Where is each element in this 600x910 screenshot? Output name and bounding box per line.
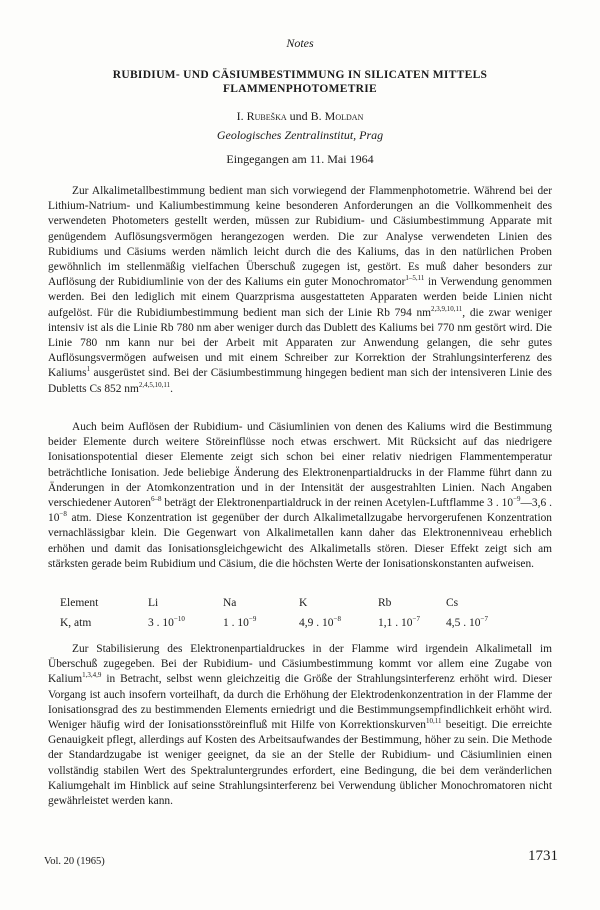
author-2: B. Moldan (310, 109, 364, 123)
title-line-1: RUBIDIUM- UND CÄSIUMBESTIMMUNG IN SILICATEN MITTELS (112, 69, 488, 81)
table-header-cell: Cs (446, 597, 459, 609)
title-line-2: FLAMMENPHOTOMETRIE (222, 83, 378, 95)
table-cell (148, 617, 185, 629)
institute: Geologisches Zentralinstitut, Prag (216, 128, 384, 142)
cell-mantissa: 3 . 10 (148, 617, 174, 629)
text-run: atm. Diese Konzentration ist gegenüber der durch Alkalimetallzugabe hervorgerufenen Konzentration vernachlässigbar klein. Die Gegenwart von Alkalimetallen kann daher das Elektronenniveau erheblich erhöhen und damit das Ionisationsgleichgewicht des Alkalimetalls stören. Dieser Effekt zeigt sich am stärksten gerade beim Rubidium und Cäsium, die die höchsten Werte der Ionisationskonstanten aufweisen. (48, 512, 552, 570)
text-run: , die zwar weniger intensiv ist als die Linie Rb 780 nm aber weniger durch das Dublett des Kaliums bei 770 nm gestört wird. Die Linie 780 nm kann nur bei der Arbeit mit Apparaten zur Anwendung gelangen, die sehr gutes Auflösungsvermögen aufweisen und mit einem Schreiber zur Korrektion der Strahlungsinterferenz des Kaliums (48, 306, 552, 380)
received-date: Eingegangen am 11. Mai 1964 (226, 152, 374, 166)
exponent: −7 (412, 615, 420, 623)
author-joiner: und (286, 109, 311, 123)
ionization-constants-table (60, 597, 540, 637)
text-run: ausgerüstet sind. Bei der Cäsiumbestimmung hingegen bedient man sich der intensiveren Linie des Dubletts Cs 852 nm (48, 367, 552, 395)
text-run: beträgt der Elektronenpartialdruck in der reinen Acetylen-Luftflamme 3 . 10 (161, 497, 514, 510)
text-run: Zur Stabilisierung des Elektronenpartialdruckes in der Flamme wird irgendein Alkalimetall im Überschuß zugegeben. Bei der Rubidium- und Cäsiumbestimmung kommt vor allem eine Zugabe von Kalium (48, 643, 552, 686)
citation-ref: 2,3,9,10,11 (431, 304, 463, 313)
table-cell (223, 617, 256, 629)
page-number: 1731 (528, 848, 558, 864)
paragraph-3-text (48, 642, 552, 809)
text-run: . (170, 382, 173, 395)
paragraph-1-text (48, 184, 552, 397)
citation-ref: 10,11 (425, 717, 442, 726)
table-cell (446, 617, 488, 629)
table-header-cell: Li (148, 597, 159, 609)
text-run: in Verwendung genommen werden. Bei den lediglich mit einem Quarzprisma ausgestatteten Apparaten werden beide Linien nicht aufgelöst. Für die Rubidiumbestimmung bedient man sich der Linie Rb 794 nm (48, 276, 552, 319)
citation-ref: 1 (86, 365, 91, 374)
cell-mantissa: 1 . 10 (223, 617, 249, 629)
paragraph-1 (48, 184, 552, 397)
cell-mantissa: 4,9 . 10 (299, 617, 334, 629)
exponent: −8 (59, 510, 67, 519)
table-header-cell: Element (60, 597, 99, 609)
citation-ref: 1–5,11 (405, 274, 425, 283)
exponent: −10 (173, 615, 185, 623)
volume-info: Vol. 20 (1965) (44, 856, 105, 867)
paragraph-2 (48, 420, 552, 572)
paragraph-2-text (48, 420, 552, 572)
exponent: −7 (480, 615, 488, 623)
cell-mantissa: 1,1 . 10 (378, 617, 413, 629)
text-run: beseitigt. Die erreichte Genauigkeit pflegt, allerdings auf Kosten des Arbeitsaufwandes der Bestimmung, höher zu sein. Die Methode der Standardzugabe ist weniger geeignet, da sie an der Stelle der Rubidium- und Cäsiumlinien einen vollständig stabilen Wert des Spektraluntergrundes erfordert, eine Bedingung, die bei dem veränderlichen Kaliumgehalt im Hinblick auf seine Strahlungsinterferenz bei Verwendung üblicher Monochromatoren nicht gewährleistet werden kann. (48, 719, 552, 808)
table-cell (299, 617, 341, 629)
citation-ref: 6–8 (150, 495, 162, 504)
table-header-cell: Rb (378, 597, 392, 609)
table-header-row (60, 597, 540, 617)
citation-ref: 2,4,5,10,11 (138, 380, 171, 389)
table-row (60, 617, 540, 637)
table-header-cell: K (299, 597, 308, 609)
exponent: −9 (248, 615, 257, 623)
table-header-cell: Na (223, 597, 237, 609)
text-run: Zur Alkalimetallbestimmung bedient man sich vorwiegend der Flammenphotometrie. Während bei der Lithium-Natrium- und Kaliumbestimmung keine besonderen Anforderungen an die Vollkommenheit des verwendeten Photometers gestellt werden, müssen zur Rubidium- und Cäsiumbestimmung Apparate mit genügendem Auflösungsvermögen herangezogen werden. Die zur Analyse verwendeten Linien des Rubidiums und Cäsiums werden nämlich leicht durch die des Kaliums, das in den natürlichen Proben gewöhnlich im stellenmäßig vielfachen Überschuß zugegen ist, gestört. Es muß daher besonders zur Auflösung der Rubidiumlinie von der des Kaliums ein guter Monochromator (48, 185, 552, 289)
text-run: Auch beim Auflösen der Rubidium- und Cäsiumlinien von denen des Kaliums wird die Bestimmung beider Elemente durch weitere Störeinflüsse noch etwas erschwert. Mit Rücksicht auf das niedrigere Ionisationspotential dieser Elemente zeigt sich schon bei einer relativ niedrigen Flammentemperatur beträchtliche Ionisation. Jede beliebige Änderung des Elektronenpartialdrucks in der Flamme führt dann zu Änderungen in der Atomkonzentration und in der Intensität der ausgestrahlten Linien. Nach Angaben verschiedener Autoren (48, 421, 552, 510)
paragraph-3 (48, 642, 552, 809)
citation-ref: 1,3,4,9 (82, 671, 102, 680)
exponent: −8 (333, 615, 341, 623)
table-row-label: K, atm (60, 617, 92, 629)
running-head: Notes (286, 36, 314, 50)
cell-mantissa: 4,5 . 10 (446, 617, 481, 629)
text-run: —3,6 . 10 (48, 497, 552, 525)
text-run: in Betracht, selbst wenn gleichzeitig die Größe der Strahlungsinterferenz erhöht wird. Dieser Vorgang ist auch insofern vorteilhaft, da durch die Erhöhung der Elektrodenkonzentration in der Flamme der Ionisationsgrad des zu bestimmenden Elements erniedrigt und die Bestimmungsempfindlichkeit erhöht wird. Weniger häufig wird der Ionisationsstöreinfluß mit Hilfe von Korrektionskurven (48, 673, 552, 732)
author-line (0, 109, 600, 124)
author-1: I. Rubeška (236, 109, 287, 123)
exponent: −9 (513, 495, 521, 504)
article-title (60, 68, 540, 96)
table-cell (378, 617, 420, 629)
